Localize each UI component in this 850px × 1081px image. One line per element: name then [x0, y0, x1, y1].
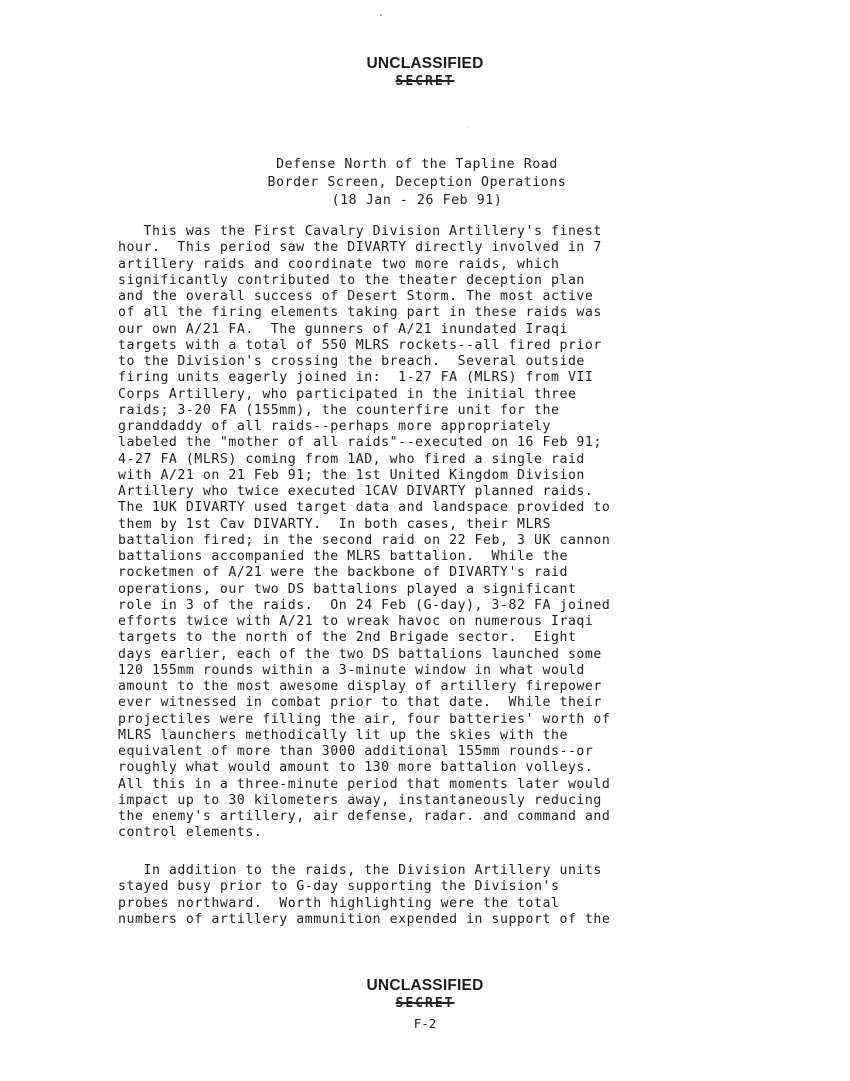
text-line: MLRS launchers methodically lit up the skies with the: [118, 727, 568, 743]
text-line: roughly what would amount to 130 more battalion volleys.: [118, 760, 594, 776]
text-line: All this in a three-minute period that moments later would: [118, 776, 611, 792]
text-line: projectiles were filling the air, four batteries' worth of: [118, 711, 611, 727]
text-line: battalion fired; in the second raid on 22 Feb, 3 UK cannon: [118, 532, 611, 548]
bottom-classification-marking: UNCLASSIFIED: [366, 977, 484, 994]
top-classification-marking: UNCLASSIFIED: [366, 55, 484, 72]
title-line-3: (18 Jan - 26 Feb 91): [331, 193, 503, 208]
text-line: significantly contributed to the theater deception plan: [118, 272, 585, 288]
text-line: amount to the most awesome display of artillery firepower: [118, 679, 602, 694]
top-struck-secret-marking: SECRET: [395, 74, 455, 89]
text-line: hour. This period saw the DIVARTY directly involved in 7: [118, 240, 602, 256]
text-line: them by 1st Cav DIVARTY. In both cases, their MLRS: [118, 516, 551, 532]
text-line: of all the firing elements taking part in these raids was: [118, 305, 602, 321]
text-line: numbers of artillery ammunition expended in support of the: [118, 911, 611, 927]
paragraph-1: [118, 224, 718, 842]
text-line: with A/21 on 21 Feb 91; the 1st United Kingdom Division: [118, 467, 585, 483]
text-line: our own A/21 FA. The gunners of A/21 inundated Iraqi: [118, 321, 568, 337]
document-title: [0, 156, 834, 210]
text-line: In addition to the raids, the Division Artillery units: [118, 863, 602, 878]
text-line: operations, our two DS battalions played a significant: [118, 581, 577, 597]
text-line: granddaddy of all raids--perhaps more appropriately: [118, 419, 551, 434]
text-line: days earlier, each of the two DS battalions launched some: [118, 646, 602, 662]
text-line: probes northward. Worth highlighting were the total: [118, 895, 560, 911]
text-line: ever witnessed in combat prior to that date. While their: [118, 695, 602, 711]
text-line: efforts twice with A/21 to wreak havoc on numerous Iraqi: [118, 614, 594, 629]
text-line: 4-27 FA (MLRS) coming from 1AD, who fired a single raid: [118, 451, 585, 467]
paragraph-2: [118, 863, 718, 928]
text-line: The 1UK DIVARTY used target data and landspace provided to: [118, 500, 611, 516]
bottom-struck-secret-marking: SECRET: [395, 996, 455, 1011]
text-line: to the Division's crossing the breach. Several outside: [118, 354, 585, 369]
text-line: firing units eagerly joined in: 1-27 FA (MLRS) from VII: [118, 370, 594, 386]
text-line: raids; 3-20 FA (155mm), the counterfire unit for the: [118, 402, 560, 418]
text-line: 120 155mm rounds within a 3-minute window in what would: [118, 662, 585, 678]
text-line: artillery raids and coordinate two more raids, which: [118, 256, 560, 272]
text-line: labeled the "mother of all raids"--executed on 16 Feb 91;: [118, 435, 602, 451]
page-number: F-2: [413, 1016, 437, 1031]
text-line: targets to the north of the 2nd Brigade sector. Eight: [118, 630, 577, 646]
title-line-1: Defense North of the Tapline Road: [276, 157, 558, 172]
text-line: role in 3 of the raids. On 24 Feb (G-day), 3-82 FA joined: [118, 597, 611, 613]
text-line: impact up to 30 kilometers away, instantaneously reducing: [118, 792, 602, 808]
text-line: the enemy's artillery, air defense, radar. and command and: [118, 809, 611, 824]
text-line: control elements.: [118, 825, 263, 841]
text-line: rocketmen of A/21 were the backbone of DIVARTY's raid: [118, 565, 568, 581]
text-line: This was the First Cavalry Division Artillery's finest: [118, 224, 602, 239]
text-line: equivalent of more than 3000 additional 155mm rounds--or: [118, 744, 594, 759]
text-line: and the overall success of Desert Storm. The most active: [118, 289, 594, 304]
text-line: battalions accompanied the MLRS battalion. While the: [118, 549, 568, 564]
scan-speck: [468, 127, 469, 128]
text-line: targets with a total of 550 MLRS rockets--all fired prior: [118, 337, 602, 353]
text-line: Corps Artillery, who participated in the initial three: [118, 386, 577, 402]
text-line: stayed busy prior to G-day supporting the Division's: [118, 879, 560, 895]
scan-speck: [380, 14, 382, 16]
title-line-2: Border Screen, Deception Operations: [267, 175, 567, 190]
text-line: Artillery who twice executed 1CAV DIVARTY planned raids.: [118, 484, 594, 499]
